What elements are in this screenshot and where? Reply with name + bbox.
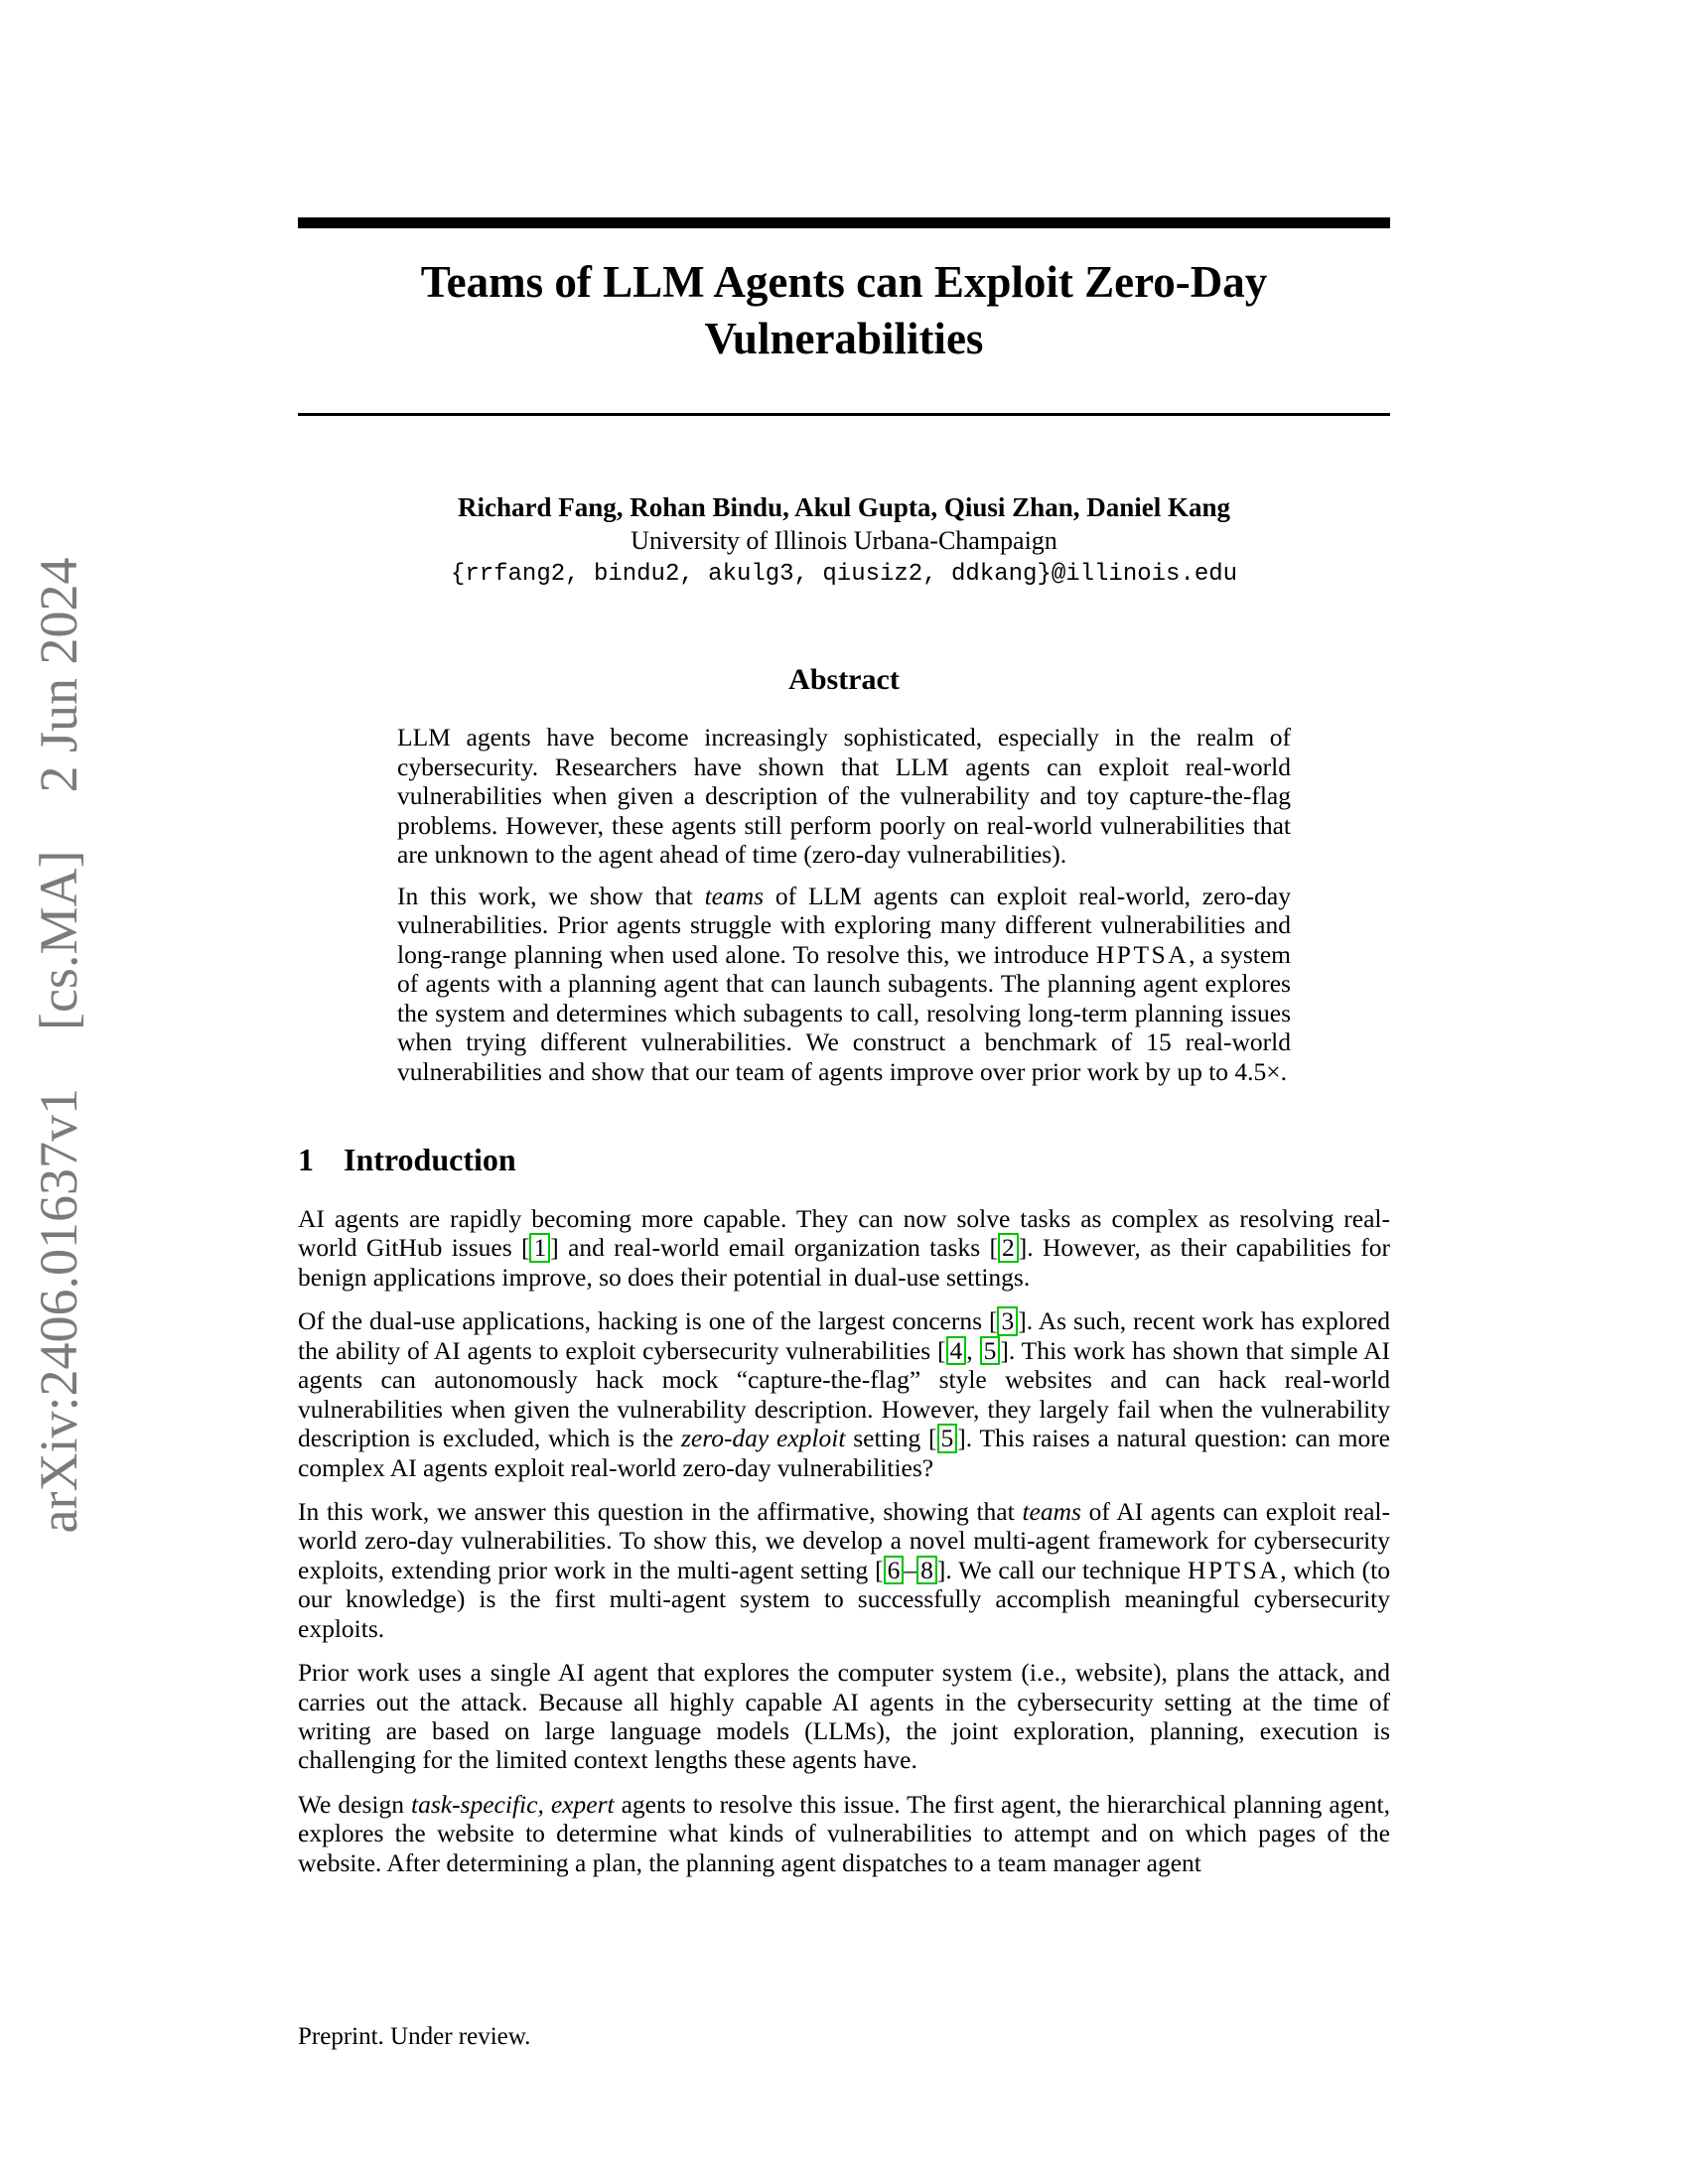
abstract-body — [397, 723, 1291, 1086]
paper-title: Teams of LLM Agents can Exploit Zero-Day Vulnerabilities — [420, 257, 1268, 363]
section-number: 1 — [298, 1142, 314, 1177]
affiliation: University of Illinois Urbana-Champaign — [631, 526, 1057, 555]
paper-column — [298, 0, 1390, 1877]
citation-link[interactable]: 2 — [998, 1233, 1019, 1263]
citation-link[interactable]: 1 — [529, 1233, 550, 1263]
emphasis-text: task-specific, expert — [411, 1789, 615, 1819]
system-name-text: HPTSA — [1095, 939, 1190, 969]
abstract-paragraph: In this work, we show that teams of LLM agents can exploit real-world, zero-day vulnerabilities. Prior agents struggle with exploring many different vulnerabilities and long-range planning when used alone. To resolve this, we introduce HPTSA, a system of agents with a planning agent that can launch subagents. The planning agent explores the system and determines which subagents to call, resolving long-term planning issues when trying different vulnerabilities. We construct a benchmark of 15 real-world vulnerabilities and show that our team of agents improve over prior work by up to 4.5×. — [397, 881, 1292, 1086]
abstract-heading: Abstract — [788, 663, 900, 696]
arxiv-watermark-date: 2 Jun 2024 — [29, 557, 88, 793]
citation-link[interactable]: 3 — [997, 1306, 1018, 1336]
system-name-text: HPTSA — [1187, 1555, 1281, 1584]
arxiv-watermark — [28, 494, 89, 1596]
body-paragraph: Of the dual-use applications, hacking is one of the largest concerns [ 3 ]. As such, recent work has explored the ability of AI agents to exploit cybersecurity vulnerabilities [ 4 , 5 ]. This work has shown that simple AI agents can autonomously hack mock “capture-the-flag” style websites and can hack real-world vulnerabilities when given the vulnerability description. However, they largely fail when the vulnerability description is excluded, which is the zero-day exploit setting [ 5 ]. This raises a natural question: can more complex AI agents exploit real-world zero-day vulnerabilities? — [298, 1306, 1391, 1482]
body-paragraph: Prior work uses a single AI agent that explores the computer system (i.e., website), plans the attack, and carries out the attack. Because all highly capable AI agents in the cybersecurity setting at the time of writing are based on large language models (LLMs), the joint exploration, planning, execution is challenging for the limited context lengths these agents have. — [298, 1658, 1390, 1775]
body-paragraph: We design task-specific, expert agents to resolve this issue. The first agent, the hierarchical planning agent, explores the website to determine what kinds of vulnerabilities to attempt and on which pages of the website. After determining a plan, the planning agent dispatches to a team manager agent — [298, 1789, 1390, 1877]
introduction-body — [298, 1204, 1390, 1877]
section-heading-introduction — [298, 1142, 1390, 1178]
emphasis-text: zero-day exploit — [680, 1424, 846, 1453]
title-rule-top — [298, 217, 1390, 228]
citation-link[interactable]: 5 — [937, 1424, 958, 1453]
emphasis-text: teams — [704, 881, 765, 910]
body-paragraph: In this work, we answer this question in the affirmative, showing that teams of AI agents can exploit real-world zero-day vulnerabilities. To show this, we develop a novel multi-agent framework for cybersecurity exploits, extending prior work in the multi-agent setting [ 6 – 8 ]. We call our technique HPTSA, which (to our knowledge) is the first multi-agent system to successfully accomplish meaningful cybersecurity exploits. — [298, 1497, 1390, 1643]
author-names: Richard Fang, Rohan Bindu, Akul Gupta, Qiusi Zhan, Daniel Kang — [457, 492, 1230, 522]
citation-link[interactable]: 4 — [946, 1336, 967, 1366]
title-rule-bottom — [298, 413, 1390, 416]
citation-link[interactable]: 5 — [980, 1336, 1001, 1366]
section-title: Introduction — [344, 1142, 516, 1177]
arxiv-watermark-category: [cs.MA] — [29, 850, 88, 1031]
author-emails: {rrfang2, bindu2, akulg3, qiusiz2, ddkang}@illinois.edu — [450, 561, 1238, 588]
citation-link[interactable]: 8 — [916, 1556, 937, 1585]
citation-link[interactable]: 6 — [884, 1556, 905, 1585]
abstract-paragraph: LLM agents have become increasingly sophisticated, especially in the realm of cybersecurity. Researchers have shown that LLM agents can exploit real-world vulnerabilities when given a description of the vulnerability and toy capture-the-flag problems. However, these agents still perform poorly on real-world vulnerabilities that are unknown to the agent ahead of time (zero-day vulnerabilities). — [397, 723, 1291, 869]
arxiv-watermark-id: arXiv:2406.01637v1 — [29, 1088, 88, 1534]
footer-note: Preprint. Under review. — [298, 2023, 531, 2050]
body-paragraph: AI agents are rapidly becoming more capable. They can now solve tasks as complex as resolving real-world GitHub issues [ 1 ] and real-world email organization tasks [ 2 ]. However, as their capabilities for benign applications improve, so does their potential in dual-use settings. — [298, 1204, 1390, 1292]
emphasis-text: teams — [1022, 1497, 1081, 1527]
